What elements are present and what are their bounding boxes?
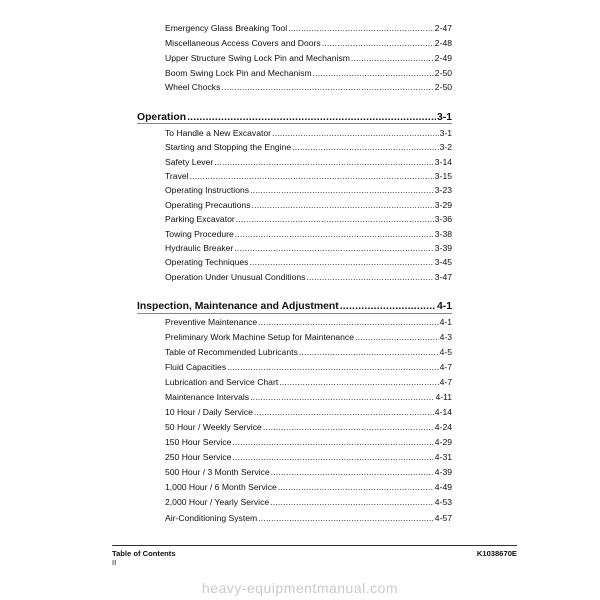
dot-leader [258, 317, 438, 328]
toc-entry[interactable] [165, 272, 452, 283]
dot-leader [306, 272, 433, 283]
footer-section-title: Table of Contents [112, 549, 176, 558]
toc-entry-title: Hydraulic Breaker [165, 243, 234, 253]
toc-entry-page: 2-50 [434, 82, 452, 92]
toc-entry-page: 3-23 [434, 185, 452, 195]
dot-leader [249, 257, 433, 268]
toc-entry-title: Preventive Maintenance [165, 317, 258, 327]
toc-entry-title: Operating Instructions [165, 185, 250, 195]
toc-entry[interactable] [165, 437, 452, 448]
toc-entry-title: 150 Hour Service [165, 437, 232, 447]
toc-entry-title: To Handle a New Excavator [165, 128, 272, 138]
toc-entry-page: 3-14 [434, 157, 452, 167]
toc-entry-title: Parking Excavator [165, 214, 235, 224]
dot-leader [299, 347, 439, 358]
toc-entry-title: Safety Lever [165, 157, 214, 167]
toc-entry[interactable] [165, 171, 452, 182]
toc-entry-title: Table of Recommended Lubricants [165, 347, 298, 357]
toc-entry-title: Fluid Capacities [165, 362, 227, 372]
toc-entry-page: 4-49 [434, 482, 452, 492]
toc-entry-page: 4-1 [439, 317, 452, 327]
toc-entry-page: 4-31 [434, 452, 452, 462]
toc-entry-page: 3-39 [434, 243, 452, 253]
section-page: 3-1 [436, 112, 452, 123]
toc-entry-title: 500 Hour / 3 Month Service [165, 467, 270, 477]
dot-leader [234, 243, 434, 254]
dot-leader [254, 407, 434, 418]
toc-entry[interactable] [165, 317, 452, 328]
toc-entry-page: 3-2 [439, 142, 452, 152]
toc-entry[interactable] [165, 347, 452, 358]
toc-entry[interactable] [165, 362, 452, 373]
toc-entry[interactable] [165, 185, 452, 196]
toc-entry-page: 4-39 [434, 467, 452, 477]
toc-entry[interactable] [165, 82, 452, 93]
toc-entry[interactable] [165, 38, 452, 49]
dot-leader [232, 437, 433, 448]
dot-leader [292, 142, 438, 153]
dot-leader [351, 53, 434, 64]
toc-entry[interactable] [165, 68, 452, 79]
watermark-text: heavy-equipmentmanual.com [201, 580, 399, 596]
dot-leader [236, 214, 434, 225]
toc-entry[interactable] [165, 422, 452, 433]
toc-entry[interactable] [165, 482, 452, 493]
toc-entry-page: 4-53 [434, 497, 452, 507]
dot-leader [232, 452, 433, 463]
toc-entry-page: 4-5 [439, 347, 452, 357]
dot-leader [271, 467, 434, 478]
toc-entry-page: 4-57 [434, 513, 452, 523]
toc-entry-title: Operation Under Unusual Conditions [165, 272, 306, 282]
toc-entry[interactable] [165, 128, 452, 139]
toc-entry-page: 3-36 [434, 214, 452, 224]
dot-leader [250, 392, 434, 403]
dot-leader [355, 332, 439, 343]
toc-entry[interactable] [165, 53, 452, 64]
toc-entry-title: Boom Swing Lock Pin and Mechanism [165, 68, 312, 78]
toc-entry-title: Operating Precautions [165, 200, 251, 210]
toc-entry-title: 10 Hour / Daily Service [165, 407, 253, 417]
footer-page-number: II [112, 558, 117, 567]
toc-entry-title: Preliminary Work Machine Setup for Maintenance [165, 332, 354, 342]
toc-entry[interactable] [165, 513, 452, 524]
toc-entry-title: Air-Conditioning System [165, 513, 258, 523]
toc-entry-page: 3-47 [434, 272, 452, 282]
dot-leader [214, 157, 434, 168]
footer-rule [112, 545, 517, 546]
dot-leader [250, 185, 434, 196]
toc-entry-page: 4-3 [439, 332, 452, 342]
dot-leader [258, 513, 434, 524]
dot-leader [190, 171, 434, 182]
toc-entry-page: 3-38 [434, 229, 452, 239]
toc-entry-page: 4-11 [435, 392, 452, 402]
toc-entry-title: Operating Techniques [165, 257, 249, 267]
toc-entry[interactable] [165, 497, 452, 508]
toc-entry-title: Starting and Stopping the Engine [165, 142, 292, 152]
toc-section-inspection[interactable] [137, 300, 452, 313]
toc-entry[interactable] [165, 392, 452, 403]
dot-leader [322, 38, 434, 49]
toc-entry-page: 3-15 [434, 171, 452, 181]
section-title: Inspection, Maintenance and Adjustment [137, 301, 339, 312]
dot-leader [252, 200, 434, 211]
toc-entry[interactable] [165, 243, 452, 254]
section-title: Operation [137, 112, 187, 123]
dot-leader [263, 422, 434, 433]
toc-entry[interactable] [165, 467, 452, 478]
toc-entry-page: 4-14 [434, 407, 452, 417]
toc-entry-page: 4-24 [434, 422, 452, 432]
toc-entry[interactable] [165, 332, 452, 343]
dot-leader [221, 82, 433, 93]
dot-leader [340, 300, 436, 313]
toc-entry[interactable] [165, 377, 452, 388]
section-divider [137, 313, 452, 314]
dot-leader [270, 497, 434, 508]
toc-entry-title: Miscellaneous Access Covers and Doors [165, 38, 321, 48]
toc-entry-title: Lubrication and Service Chart [165, 377, 279, 387]
toc-entry-page: 3-29 [434, 200, 452, 210]
dot-leader [272, 128, 439, 139]
toc-entry[interactable] [165, 157, 452, 168]
toc-entry-title: Maintenance Intervals [165, 392, 250, 402]
dot-leader [279, 377, 438, 388]
toc-entry[interactable] [165, 23, 452, 34]
dot-leader [278, 482, 434, 493]
dot-leader [313, 68, 434, 79]
toc-entry[interactable] [165, 452, 452, 463]
toc-entry-page: 2-49 [434, 53, 452, 63]
toc-entry-title: 250 Hour Service [165, 452, 232, 462]
toc-entry-title: Travel [165, 171, 189, 181]
dot-leader [288, 23, 434, 34]
toc-entry-page: 2-48 [434, 38, 452, 48]
dot-leader [235, 229, 434, 240]
footer-doc-number: K1038670E [476, 549, 517, 558]
toc-entry[interactable] [165, 407, 452, 418]
toc-entry-page: 2-47 [434, 23, 452, 33]
toc-entry[interactable] [165, 200, 452, 211]
toc-entry-title: Upper Structure Swing Lock Pin and Mechanism [165, 53, 350, 63]
toc-entry-title: Wheel Chocks [165, 82, 221, 92]
toc-entry[interactable] [165, 214, 452, 225]
toc-entry-title: 1,000 Hour / 6 Month Service [165, 482, 277, 492]
toc-entry-title: Emergency Glass Breaking Tool [165, 23, 288, 33]
toc-entry-title: Towing Procedure [165, 229, 234, 239]
toc-entry[interactable] [165, 142, 452, 153]
section-divider [137, 123, 452, 124]
toc-entry[interactable] [165, 257, 452, 268]
dot-leader [227, 362, 438, 373]
toc-entry-page: 2-50 [434, 68, 452, 78]
toc-entry-title: 50 Hour / Weekly Service [165, 422, 262, 432]
toc-entry-title: 2,000 Hour / Yearly Service [165, 497, 270, 507]
toc-entry-page: 4-7 [439, 377, 452, 387]
toc-entry[interactable] [165, 229, 452, 240]
section-page: 4-1 [436, 301, 452, 312]
toc-entry-page: 4-29 [434, 437, 452, 447]
toc-entry-page: 4-7 [439, 362, 452, 372]
toc-entry-page: 3-1 [439, 128, 452, 138]
toc-entry-page: 3-45 [434, 257, 452, 267]
